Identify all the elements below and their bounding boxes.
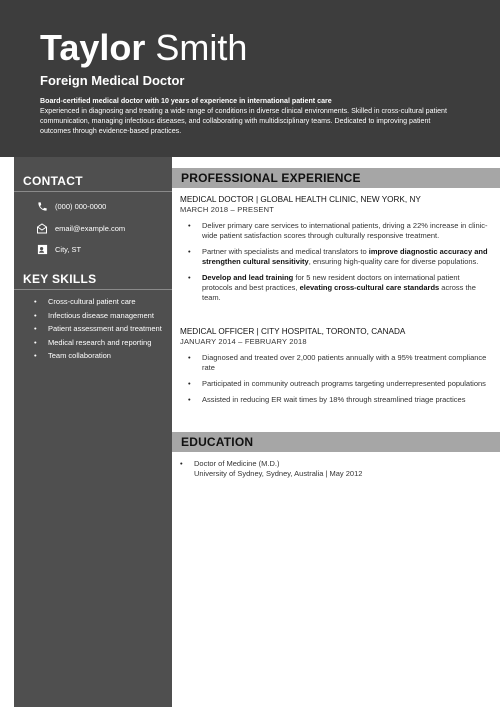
last-name: Smith — [155, 27, 248, 68]
skills-list — [34, 297, 164, 365]
sidebar — [14, 157, 172, 707]
job-entry-title: MEDICAL OFFICER | CITY HOSPITAL, TORONTO, CANADA — [180, 327, 406, 336]
email-address: email@example.com — [55, 223, 126, 233]
job-bullet: • Assisted in reducing ER wait times by 18% through streamlined triage practices — [180, 395, 492, 405]
job-title: Foreign Medical Doctor — [40, 73, 185, 88]
location: City, ST — [55, 244, 82, 254]
job-bullets — [180, 353, 492, 405]
profile-summary — [40, 96, 460, 136]
contact-phone — [36, 200, 106, 212]
resume-header — [0, 0, 500, 157]
job-bullet: • Develop and lead training for 5 new resident doctors on international patient protocols and best practices, elevating cross-cultural care standards across the team. — [180, 273, 492, 303]
envelope-icon — [36, 222, 48, 234]
skill-item: • Cross-cultural patient care — [34, 297, 164, 308]
summary-headline: Board-certified medical doctor with 10 years of experience in international patient care — [40, 97, 332, 105]
skills-divider — [14, 289, 172, 290]
education-entry — [180, 459, 492, 479]
contact-heading: CONTACT — [23, 174, 83, 188]
school: University of Sydney, Sydney, Australia | May 2012 — [194, 469, 363, 478]
skills-heading: KEY SKILLS — [23, 272, 97, 286]
contact-email — [36, 222, 125, 234]
job-bullet: • Partner with specialists and medical translators to improve diagnostic accuracy and strengthen cultural sensitivity, ensuring high-quality care for diverse populations. — [180, 247, 492, 267]
education-heading: EDUCATION — [181, 435, 254, 449]
job-bullet: • Diagnosed and treated over 2,000 patients annually with a 95% treatment compliance rate — [180, 353, 492, 373]
job-entry — [180, 327, 492, 411]
skill-item: • Patient assessment and treatment — [34, 324, 164, 335]
contact-divider — [14, 191, 172, 192]
experience-heading: PROFESSIONAL EXPERIENCE — [181, 171, 361, 185]
job-entry — [180, 195, 492, 309]
skill-item: • Medical research and reporting — [34, 338, 164, 349]
degree: Doctor of Medicine (M.D.) — [194, 459, 280, 468]
first-name: Taylor — [40, 27, 146, 68]
main-content — [172, 157, 500, 707]
job-bullet: • Deliver primary care services to international patients, driving a 22% increase in clinic-wide patient satisfaction scores through culturally responsive treatment. — [180, 221, 492, 241]
skill-item: • Team collaboration — [34, 351, 164, 362]
education-heading-bar — [172, 432, 500, 452]
phone-number: (000) 000-0000 — [55, 201, 107, 211]
job-entry-title: MEDICAL DOCTOR | GLOBAL HEALTH CLINIC, NEW YORK, NY — [180, 195, 421, 204]
job-entry-dates: MARCH 2018 – PRESENT — [180, 205, 275, 214]
contact-location — [36, 243, 81, 255]
job-bullets — [180, 221, 492, 303]
experience-heading-bar — [172, 168, 500, 188]
phone-icon — [36, 200, 48, 212]
skill-item: • Infectious disease management — [34, 311, 164, 322]
candidate-name — [40, 26, 247, 70]
education-item — [180, 459, 492, 479]
job-entry-dates: JANUARY 2014 – FEBRUARY 2018 — [180, 337, 307, 346]
job-bullet: • Participated in community outreach programs targeting underrepresented populations — [180, 379, 492, 389]
contact-card-icon — [36, 243, 48, 255]
summary-text: Experienced in diagnosing and treating a wide range of conditions in diverse clinical environments. Skilled in cross-cultural patient communication, managing infectious diseases, and collaborating with multidisciplinary teams. Dedicated to improving patient outcomes through evidence-based practices. — [40, 107, 447, 135]
